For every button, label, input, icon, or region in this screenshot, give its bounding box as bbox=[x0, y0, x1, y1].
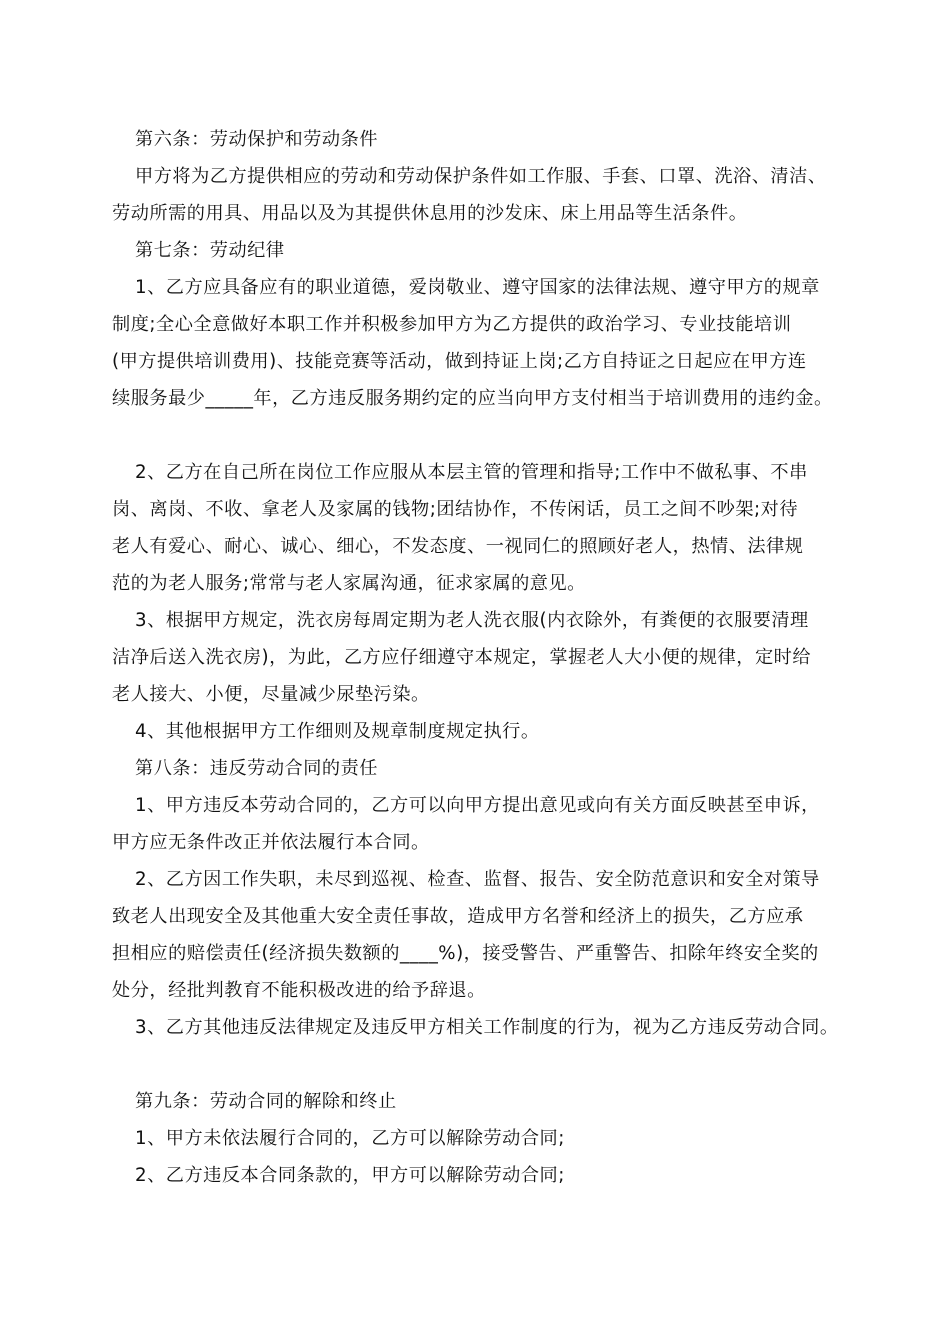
article-8-heading: 第八条：违反劳动合同的责任 bbox=[135, 758, 378, 779]
article-6-heading: 第六条：劳动保护和劳动条件 bbox=[135, 129, 378, 150]
article-7-item-3-line-3: 老人接大、小便，尽量减少尿垫污染。 bbox=[112, 684, 430, 705]
paragraph-gap bbox=[112, 1046, 850, 1083]
article-7-heading: 第七条：劳动纪律 bbox=[135, 240, 285, 261]
article-8-item-2-line-3: 担相应的赔偿责任(经济损失数额的____%)，接受警告、严重警告、扣除年终安全奖的 bbox=[112, 943, 819, 964]
article-7-item-2-line-3: 老人有爱心、耐心、诚心、细心，不发态度、一视同仁的照顾好老人，热情、法律规 bbox=[112, 536, 804, 557]
article-6-line-1: 甲方将为乙方提供相应的劳动和劳动保护条件如工作服、手套、口罩、洗浴、清洁、 bbox=[135, 166, 827, 187]
article-7-item-4: 4、其他根据甲方工作细则及规章制度规定执行。 bbox=[135, 721, 540, 742]
document-body bbox=[112, 121, 850, 1194]
paragraph-gap bbox=[112, 417, 850, 454]
article-8-item-1-line-2: 甲方应无条件改正并依法履行本合同。 bbox=[112, 832, 430, 853]
article-7-item-1-line-3: (甲方提供培训费用)、技能竞赛等活动，做到持证上岗;乙方自持证之日起应在甲方连 bbox=[112, 351, 807, 372]
article-9-item-2: 2、乙方违反本合同条款的，甲方可以解除劳动合同; bbox=[135, 1165, 565, 1186]
article-8-item-2-line-2: 致老人出现安全及其他重大安全责任事故，造成甲方名誉和经济上的损失，乙方应承 bbox=[112, 906, 804, 927]
article-6-line-2: 劳动所需的用具、用品以及为其提供休息用的沙发床、床上用品等生活条件。 bbox=[112, 203, 748, 224]
article-7-item-3-line-2: 洁净后送入洗衣房)，为此，乙方应仔细遵守本规定，掌握老人大小便的规律，定时给 bbox=[112, 647, 812, 668]
article-7-item-1-line-4: 续服务最少_____年，乙方违反服务期约定的应当向甲方支付相当于培训费用的违约金。 bbox=[112, 388, 833, 409]
article-7-item-2-line-2: 岗、离岗、不收、拿老人及家属的钱物;团结协作，不传闲话，员工之间不吵架;对待 bbox=[112, 499, 799, 520]
article-9-item-1: 1、甲方未依法履行合同的，乙方可以解除劳动合同; bbox=[135, 1128, 565, 1149]
article-8-item-3: 3、乙方其他违反法律规定及违反甲方相关工作制度的行为，视为乙方违反劳动合同。 bbox=[135, 1017, 839, 1038]
article-9-heading: 第九条：劳动合同的解除和终止 bbox=[135, 1091, 397, 1112]
article-7-item-1-line-1: 1、乙方应具备应有的职业道德，爱岗敬业、遵守国家的法律法规、遵守甲方的规章 bbox=[135, 277, 820, 298]
article-7-item-3-line-1: 3、根据甲方规定，洗衣房每周定期为老人洗衣服(内衣除外，有粪便的衣服要清理 bbox=[135, 610, 809, 631]
article-7-item-2-line-1: 2、乙方在自己所在岗位工作应服从本层主管的管理和指导;工作中不做私事、不串 bbox=[135, 462, 808, 483]
article-8-item-2-line-1: 2、乙方因工作失职，未尽到巡视、检查、监督、报告、安全防范意识和安全对策导 bbox=[135, 869, 820, 890]
article-7-item-2-line-4: 范的为老人服务;常常与老人家属沟通，征求家属的意见。 bbox=[112, 573, 586, 594]
article-8-item-1-line-1: 1、甲方违反本劳动合同的，乙方可以向甲方提出意见或向有关方面反映甚至申诉， bbox=[135, 795, 820, 816]
article-8-item-2-line-4: 处分，经批判教育不能积极改进的给予辞退。 bbox=[112, 980, 486, 1001]
article-7-item-1-line-2: 制度;全心全意做好本职工作并积极参加甲方为乙方提供的政治学习、专业技能培训 bbox=[112, 314, 792, 335]
